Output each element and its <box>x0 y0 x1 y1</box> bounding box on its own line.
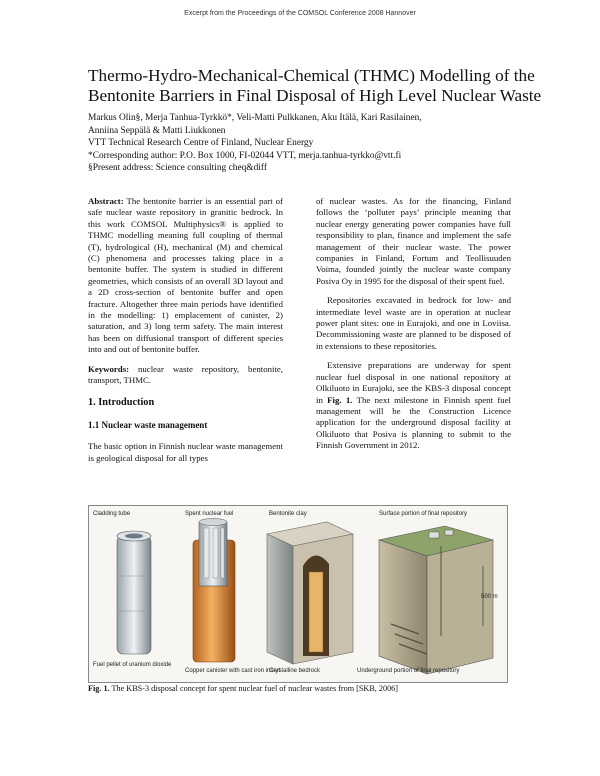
subsection-heading-nuclear-waste: 1.1 Nuclear waste management <box>88 419 208 430</box>
label-fuel-pellet: Fuel pellet of uranium dioxide <box>93 662 172 668</box>
author-line-1: Markus Olin§, Merja Tanhua-Tyrkkö*, Veli-Matti Pulkkanen, Aku Itälä, Kari Rasilainen, <box>88 113 422 123</box>
copper-canister-illustration <box>193 519 235 663</box>
corresponding-author: *Corresponding author: P.O. Box 1000, FI-02044 VTT, merja.tanhua-tyrkko@vtt.fi <box>88 150 402 161</box>
right-column <box>316 196 511 460</box>
paragraph-repositories: Repositories excavated in bedrock for low- and intermediate level waste are in operation at nuclear power plant sites: one in Eurajoki, and one in Loviisa. Decommissioning waste are planned to be disposed of in extensions to these repositories. <box>316 295 511 351</box>
keywords-text: nuclear waste repository, bentonite, transport, THMC. <box>88 363 283 386</box>
left-column <box>88 196 283 472</box>
title-line-2: Bentonite Barriers in Final Disposal of High Level Nuclear Waste <box>88 86 542 105</box>
preparations-text-b: The next milestone in Finnish spent fuel management will be the Construction Licence application for the underground disposal facility at Olkiluoto that Posiva is planning to submit to the Finnish Government in 2012. <box>316 394 511 451</box>
keywords-label: Keywords: <box>88 363 130 374</box>
preparations-text-a: Extensive preparations are underway for spent nuclear fuel disposal in one national repository at Olkiluoto in Eurajoki, see the KBS-3 disposal concept in <box>316 360 511 405</box>
present-address: §Present address: Science consulting cheq&diff <box>88 163 267 173</box>
keywords <box>88 364 283 387</box>
repository-illustration <box>379 526 493 674</box>
abstract-label: Abstract: <box>88 196 124 206</box>
label-cladding-tube: Cladding tube <box>93 511 131 517</box>
paragraph-preparations <box>316 360 511 451</box>
caption-label: Fig. 1. <box>88 684 110 693</box>
label-spent-fuel: Spent nuclear fuel <box>185 511 234 517</box>
abstract <box>88 196 283 356</box>
label-crystalline-bedrock: Crystalline bedrock <box>269 668 321 674</box>
figure-caption <box>88 684 508 693</box>
label-bentonite-clay: Bentonite clay <box>269 511 307 517</box>
fuel-rod-illustration <box>117 531 151 654</box>
figure-reference: Fig. 1. <box>327 394 353 405</box>
author-block <box>88 112 528 175</box>
affiliation: VTT Technical Research Centre of Finland, Nuclear Energy <box>88 138 314 148</box>
author-line-2: Anniina Seppälä & Matti Liukkonen <box>88 125 226 136</box>
conference-header: Excerpt from the Proceedings of the COMSOL Conference 2008 Hannover <box>184 10 416 17</box>
section-heading-introduction: 1. Introduction <box>88 396 155 408</box>
paragraph-financing: of nuclear wastes. As for the financing, Finland follows the ‘polluter pays’ principle meaning that nuclear energy generating power companies have full responsibility to plan, finance and implement the safe management of their nuclear waste. The power companies in Finland, Fortum and Teollisuuden Voima, founded jointly the nuclear waste company Posiva Oy in 1995 for the disposal of their spent fuel. <box>316 196 511 286</box>
label-surface-portion: Surface portion of final repository <box>379 511 468 517</box>
title-line-1: Thermo-Hydro-Mechanical-Chemical (THMC) Modelling of the <box>88 66 535 85</box>
caption-text: The KBS-3 disposal concept for spent nuclear fuel of nuclear wastes from [SKB, 2006] <box>109 684 398 693</box>
label-depth-500m: 500 m <box>481 594 498 600</box>
abstract-text: The bentonite barrier is an essential part of safe nuclear waste repository in granitic bedrock. In this work COMSOL Multiphysics® is applied to THMC modelling meaning full coupling of thermal (T), hydrological (H), mechanical (M) and chemical (C) phenomena and processes taking place in a bentonite buffer. The system is studied in different geometries, which consists of an overall 3D layout and a 2D cross-section of bentonite buffer and open fracture. Altogether three main periods have identified in the modelling: 1) emplacement of canister, 2) saturation, and 3) long term safety. The main interest has been on diffusional transport of different species into and out of bentonite buffer. <box>88 196 283 355</box>
label-underground-portion: Underground portion of final repository <box>357 668 460 674</box>
intro-paragraph: The basic option in Finnish nuclear waste management is geological disposal for all types <box>88 441 283 463</box>
paper-title <box>88 66 542 106</box>
label-copper-canister: Copper canister with cast iron insert <box>185 668 281 674</box>
figure-kbs3-concept <box>88 505 508 683</box>
kbs3-illustration <box>89 506 507 682</box>
bentonite-block-illustration <box>267 522 353 664</box>
